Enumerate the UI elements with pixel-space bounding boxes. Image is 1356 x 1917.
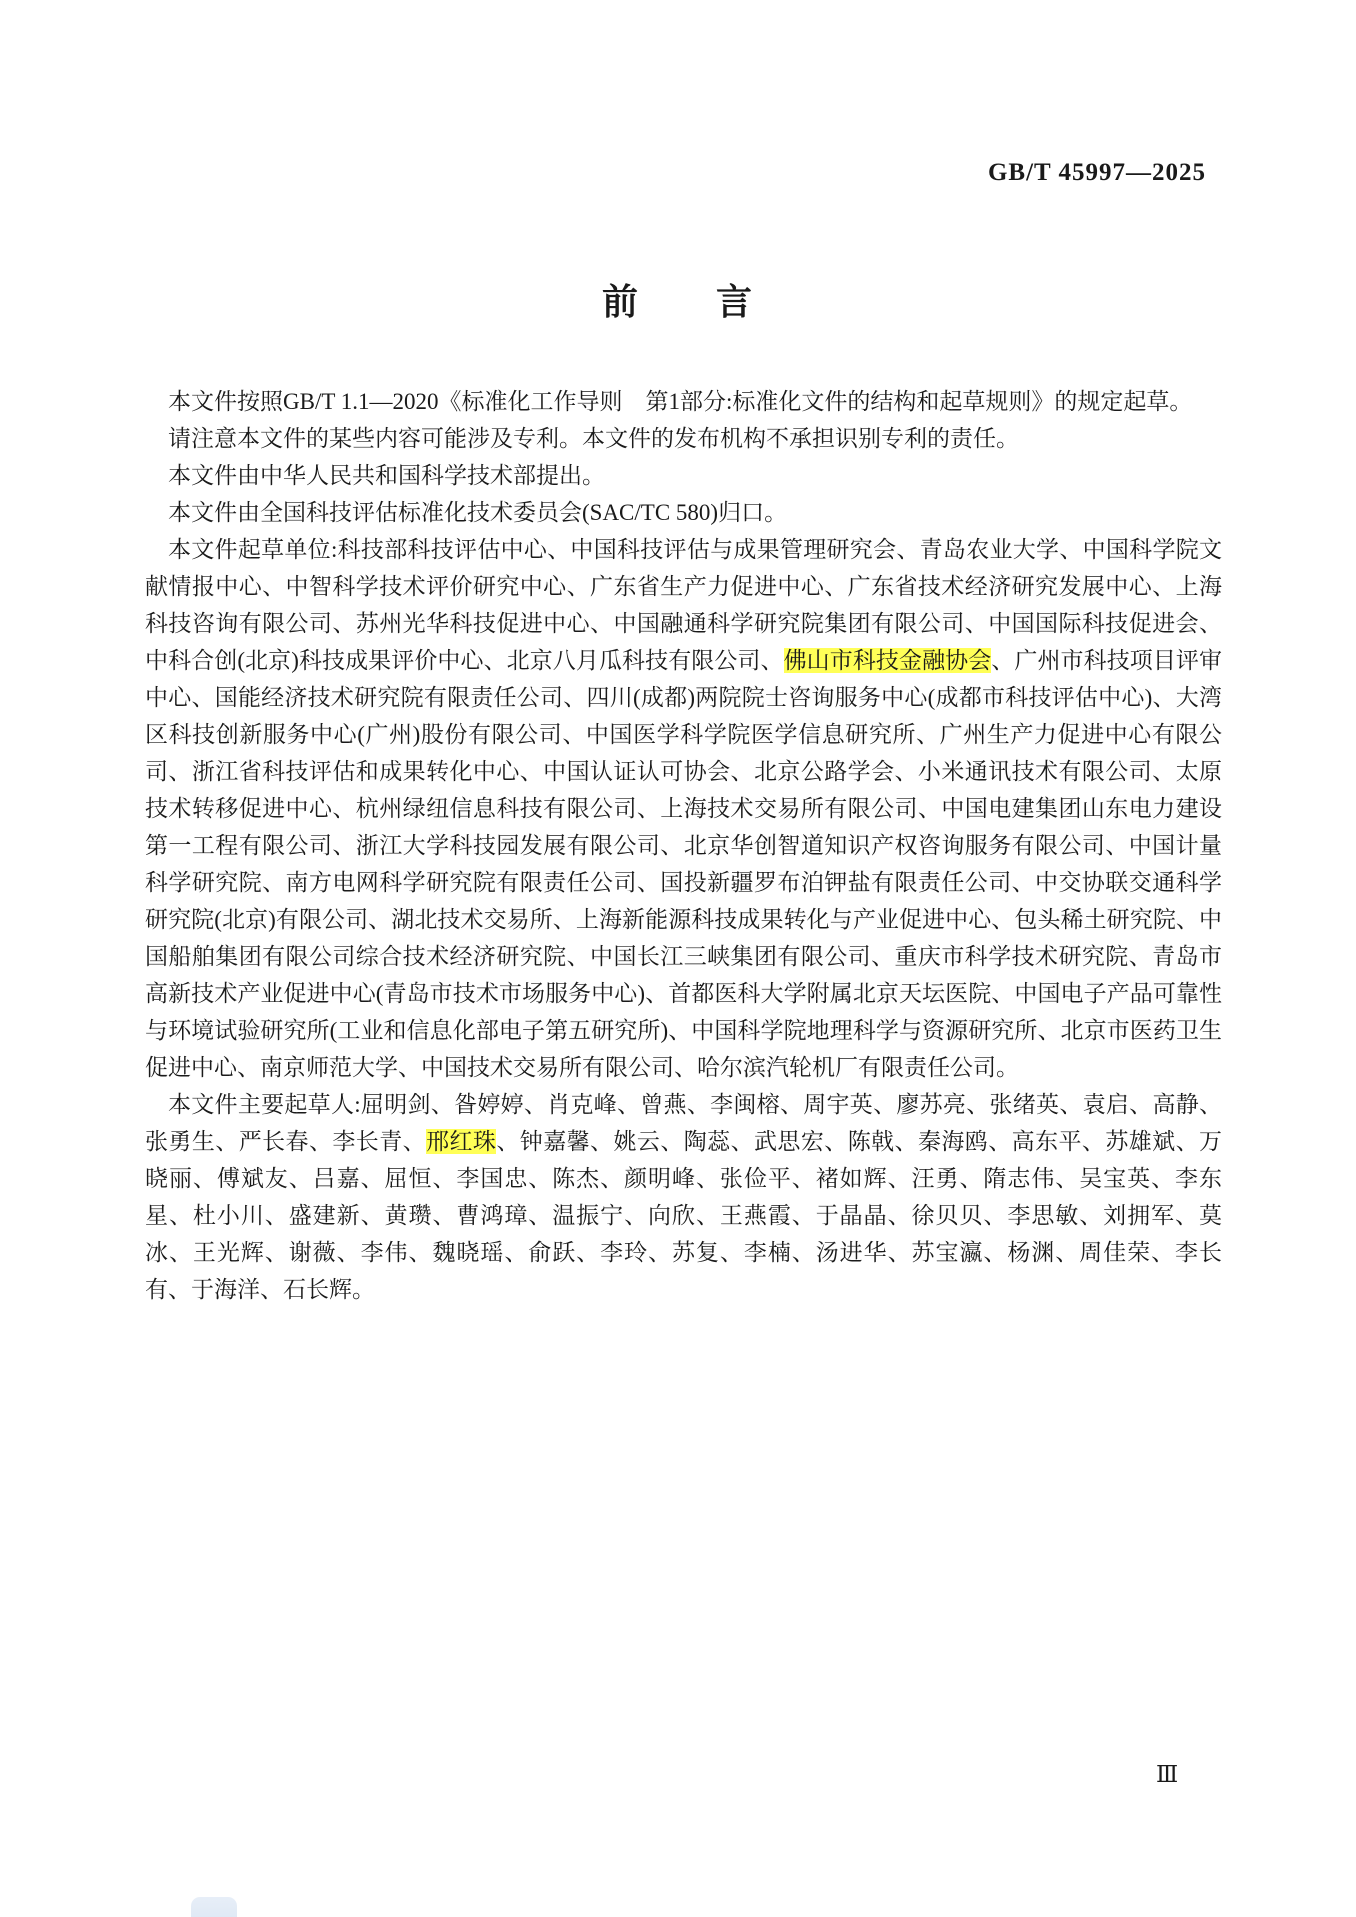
paragraph-drafting-organizations xyxy=(145,531,1222,1086)
page-number: Ⅲ xyxy=(1156,1762,1179,1787)
drafters-text-after: 、钟嘉馨、姚云、陶蕊、武思宏、陈戟、秦海鸥、高东平、苏雄斌、万晓丽、傅斌友、吕嘉、屈恒、李国忠、陈杰、颜明峰、张俭平、褚如辉、汪勇、隋志伟、吴宝英、李东星、杜小川、盛建新、黄瓒、曹鸿璋、温振宁、向欣、王燕霞、于晶晶、徐贝贝、李思敏、刘拥军、莫冰、王光辉、谢薇、李伟、魏晓瑶、俞跃、李玲、苏复、李楠、汤进华、苏宝瀛、杨渊、周佳荣、李长有、于海洋、石长辉。 xyxy=(145,1129,1223,1302)
paragraph-proposer: 本文件由中华人民共和国科学技术部提出。 xyxy=(168,463,605,488)
standard-number: GB/T 45997—2025 xyxy=(987,159,1206,186)
paragraph-committee: 本文件由全国科技评估标准化技术委员会(SAC/TC 580)归口。 xyxy=(168,500,788,525)
organizations-text-before: 本文件起草单位:科技部科技评估中心、中国科技评估与成果管理研究会、青岛农业大学、中国科学院文献情报中心、中智科学技术评价研究中心、广东省生产力促进中心、广东省技术经济研究发展中心、上海科技咨询有限公司、苏州光华科技促进中心、中国融通科学研究院集团有限公司、中国国际科技促进会、中科合创(北京)科技成果评价中心、北京八月瓜科技有限公司、 xyxy=(145,537,1222,673)
organizations-text-after: 、广州市科技项目评审中心、国能经济技术研究院有限责任公司、四川(成都)两院院士咨询服务中心(成都市科技评估中心)、大湾区科技创新服务中心(广州)股份有限公司、中国医学科学院医学信息研究所、广州生产力促进中心有限公司、浙江省科技评估和成果转化中心、中国认证认可协会、北京公路学会、小米通讯技术有限公司、太原技术转移促进中心、杭州绿纽信息科技有限公司、上海技术交易所有限公司、中国电建集团山东电力建设第一工程有限公司、浙江大学科技园发展有限公司、北京华创智道知识产权咨询服务有限公司、中国计量科学研究院、南方电网科学研究院有限责任公司、国投新疆罗布泊钾盐有限责任公司、中交协联交通科学研究院(北京)有限公司、湖北技术交易所、上海新能源科技成果转化与产业促进中心、包头稀土研究院、中国船舶集团有限公司综合技术经济研究院、中国长江三峡集团有限公司、重庆市科学技术研究院、青岛市高新技术产业促进中心(青岛市技术市场服务中心)、首都医科大学附属北京天坛医院、中国电子产品可靠性与环境试验研究所(工业和信息化部电子第五研究所)、中国科学院地理科学与资源研究所、北京市医药卫生促进中心、南京师范大学、中国技术交易所有限公司、哈尔滨汽轮机厂有限责任公司。 xyxy=(145,648,1222,1080)
highlighted-organization: 佛山市科技金融协会 xyxy=(783,648,992,673)
paragraph-drafters xyxy=(145,1086,1222,1308)
paragraph-drafting-basis: 本文件按照GB/T 1.1—2020《标准化工作导则 第1部分:标准化文件的结构和起草规则》的规定起草。 xyxy=(168,389,1193,414)
foreword-body xyxy=(145,383,1222,1308)
watermark-logo xyxy=(191,1897,237,1917)
paragraph-patent-notice: 请注意本文件的某些内容可能涉及专利。本文件的发布机构不承担识别专利的责任。 xyxy=(168,426,1019,451)
page-title: 前 言 xyxy=(601,282,754,322)
drafters-text-before: 本文件主要起草人:屈明剑、昝婷婷、肖克峰、曾燕、李闽榕、周宇英、廖苏亮、张绪英、袁启、高静、张勇生、严长春、李长青、 xyxy=(145,1092,1222,1154)
highlighted-drafter: 邢红珠 xyxy=(426,1129,497,1154)
